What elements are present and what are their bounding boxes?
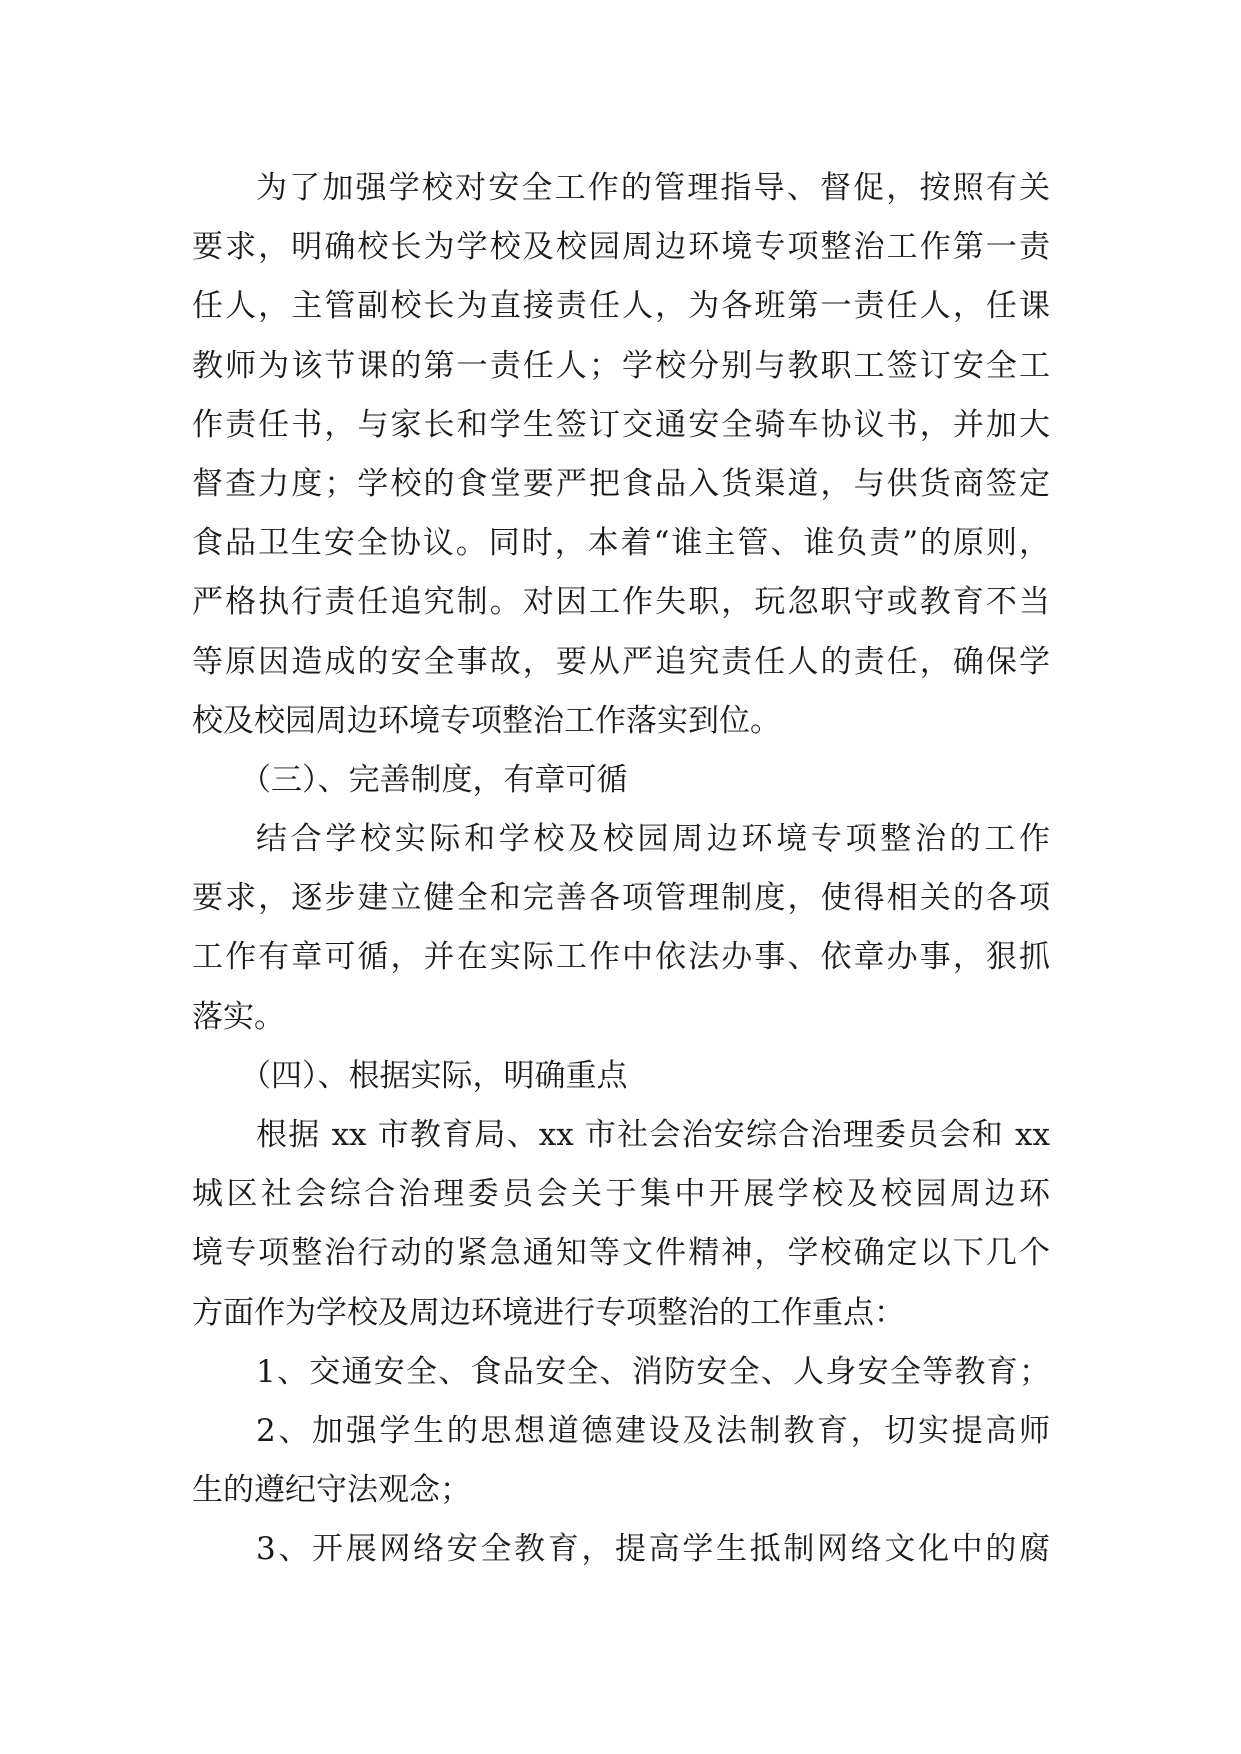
paragraph-line: 结合学校实际和学校及校园周边环境专项整治的工作	[256, 821, 1050, 858]
paragraph-line: 生的遵纪守法观念；	[192, 1472, 471, 1509]
paragraph-line: 食品卫生安全协议。同时，本着“谁主管、谁负责”的原则，	[192, 525, 1050, 562]
paragraph-line: 任人，主管副校长为直接责任人，为各班第一责任人，任课	[192, 288, 1050, 325]
paragraph-line: 要求，逐步建立健全和完善各项管理制度，使得相关的各项	[192, 880, 1050, 917]
paragraph-line: 作责任书，与家长和学生签订交通安全骑车协议书，并加大	[192, 406, 1050, 443]
paragraph-line: 要求，明确校长为学校及校园周边环境专项整治工作第一责	[192, 229, 1050, 266]
paragraph-line: 工作有章可循，并在实际工作中依法办事、依章办事，狠抓	[192, 939, 1050, 976]
paragraph-line: 根据 xx 市教育局、xx 市社会治安综合治理委员会和 xx	[256, 1117, 1050, 1153]
paragraph-line: 督查力度；学校的食堂要严把食品入货渠道，与供货商签定	[192, 465, 1050, 502]
paragraph-line: 校及校园周边环境专项整治工作落实到位。	[192, 702, 781, 739]
paragraph-line: 等原因造成的安全事故，要从严追究责任人的责任，确保学	[192, 643, 1050, 680]
paragraph-line: 方面作为学校及周边环境进行专项整治的工作重点：	[192, 1294, 905, 1331]
paragraph-line: 城区社会综合治理委员会关于集中开展学校及校园周边环	[192, 1176, 1050, 1213]
paragraph-line: 为了加强学校对安全工作的管理指导、督促，按照有关	[256, 170, 1050, 206]
document-body	[192, 159, 1050, 1580]
list-item-2: 2、加强学生的思想道德建设及法制教育，切实提高师	[256, 1412, 1050, 1449]
paragraph-line: 严格执行责任追究制。对因工作失职，玩忽职守或教育不当	[192, 584, 1050, 621]
paragraph-line: 教师为该节课的第一责任人；学校分别与教职工签订安全工	[192, 347, 1050, 384]
paragraph-line: 落实。	[192, 998, 285, 1035]
section-heading-4: （四）、根据实际，明确重点	[240, 1057, 628, 1094]
section-heading-3: （三）、完善制度，有章可循	[240, 761, 628, 798]
list-item-3: 3、开展网络安全教育，提高学生抵制网络文化中的腐	[256, 1531, 1050, 1568]
list-item-1: 1、交通安全、食品安全、消防安全、人身安全等教育；	[256, 1353, 1050, 1390]
paragraph-line: 境专项整治行动的紧急通知等文件精神，学校确定以下几个	[192, 1235, 1050, 1272]
